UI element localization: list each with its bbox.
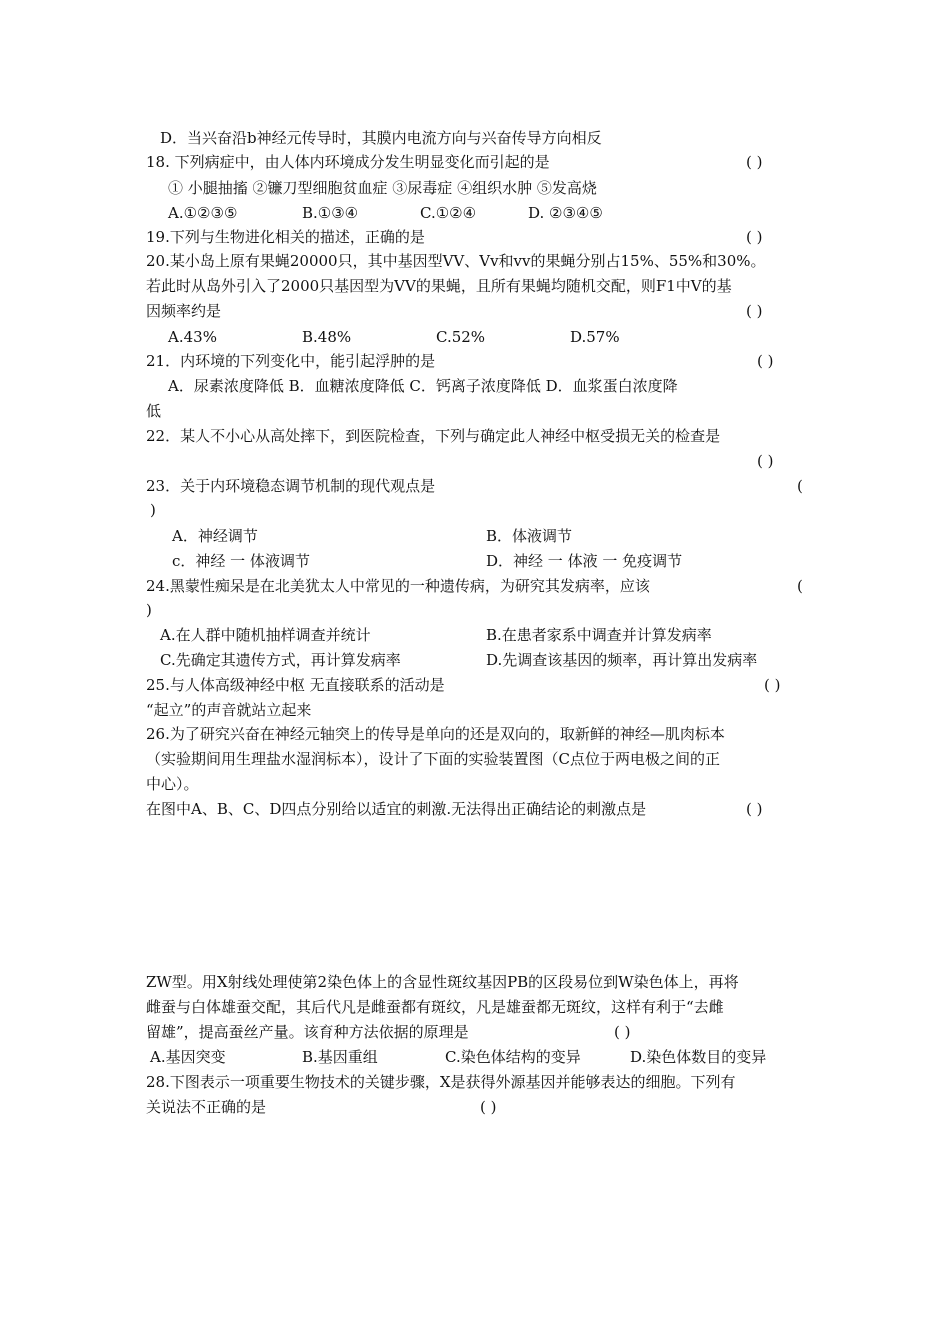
q23-paren-open: ( <box>797 477 803 495</box>
q25-answer-paren: ( ) <box>764 676 781 694</box>
q26-line-3: 中心）。 <box>146 775 199 793</box>
q18-option-a: A.①②③⑤ <box>168 204 238 222</box>
q24-option-a: A.在人群中随机抽样调查并统计 <box>160 626 371 644</box>
q17-option-d: D．当兴奋沿b神经元传导时，其膜内电流方向与兴奋传导方向相反 <box>160 129 602 147</box>
q28-line-2: 关说法不正确的是 <box>146 1098 267 1116</box>
q18-option-b: B.①③④ <box>302 204 359 222</box>
q27-option-b: B.基因重组 <box>302 1048 378 1066</box>
q20-line-3: 因频率约是 <box>146 302 222 320</box>
q24-option-c: C.先确定其遗传方式，再计算发病率 <box>160 651 401 669</box>
q28-line-1: 28.下图表示一项重要生物技术的关键步骤，X是获得外源基因并能够表达的细胞。下列有 <box>146 1073 736 1091</box>
q20-option-c: C.52% <box>436 328 486 346</box>
q27-option-c: C.染色体结构的变异 <box>445 1048 581 1066</box>
q23-option-b: B．体液调节 <box>486 527 573 545</box>
q19-stem: 19.下列与生物进化相关的描述，正确的是 <box>146 228 425 246</box>
q27-option-d: D.染色体数目的变异 <box>630 1048 767 1066</box>
q20-answer-paren: ( ) <box>746 302 763 320</box>
q20-line-1: 20.某小岛上原有果蝇20000只，其中基因型VV、Vv和vv的果蝇分别占15%、55%和30%。 <box>146 252 766 270</box>
q24-paren-open: ( <box>797 577 803 595</box>
q24-option-d: D.先调查该基因的频率，再计算出发病率 <box>486 651 758 669</box>
q23-paren-close: ) <box>150 501 156 519</box>
q27-option-a: A.基因突变 <box>150 1048 226 1066</box>
q20-option-a: A.43% <box>168 328 217 346</box>
q27-line-2: 雌蚕与白体雄蚕交配，其后代凡是雌蚕都有斑纹，凡是雄蚕都无斑纹，这样有利于“去雌 <box>146 998 724 1016</box>
q25-stem: 25.与人体高级神经中枢 无直接联系的活动是 <box>146 676 445 694</box>
q20-line-2: 若此时从岛外引入了2000只基因型为VV的果蝇，且所有果蝇均随机交配，则F1中V的基 <box>146 277 732 295</box>
q18-option-d: D. ②③④⑤ <box>528 204 603 222</box>
q23-stem: 23．关于内环境稳态调节机制的现代观点是 <box>146 477 436 495</box>
q26-answer-paren: ( ) <box>746 800 763 818</box>
q27-answer-paren: ( ) <box>614 1023 631 1041</box>
q18-items: ① 小腿抽搐 ②镰刀型细胞贫血症 ③尿毒症 ④组织水肿 ⑤发高烧 <box>168 179 597 197</box>
q23-option-d: D．神经 一 体液 一 免疫调节 <box>486 552 683 570</box>
q23-option-c: c．神经 一 体液调节 <box>172 552 310 570</box>
q18-answer-paren: ( ) <box>746 153 763 171</box>
q26-line-4: 在图中A、B、C、D四点分别给以适宜的刺激.无法得出正确结论的刺激点是 <box>146 800 647 818</box>
q26-line-2: （实验期间用生理盐水湿润标本），设计了下面的实验装置图（C点位于两电极之间的正 <box>146 750 720 768</box>
q21-stem: 21．内环境的下列变化中，能引起浮肿的是 <box>146 352 436 370</box>
q24-stem: 24.黑蒙性痴呆是在北美犹太人中常见的一种遗传病，为研究其发病率，应该 <box>146 577 650 595</box>
q28-answer-paren: ( ) <box>480 1098 497 1116</box>
q20-option-d: D.57% <box>570 328 620 346</box>
q27-line-3: 留雄”，提高蚕丝产量。该育种方法依据的原理是 <box>146 1023 469 1041</box>
q18-option-c: C.①②④ <box>420 204 477 222</box>
q23-option-a: A．神经调节 <box>172 527 258 545</box>
q27-line-1: ZW型。用X射线处理使第2染色体上的含显性斑纹基因PB的区段易位到W染色体上，再将 <box>146 973 739 991</box>
q22-stem: 22．某人不小心从高处摔下，到医院检查，下列与确定此人神经中枢受损无关的检查是 <box>146 427 721 445</box>
q21-options: A．尿素浓度降低 B．血糖浓度降低 C．钙离子浓度降低 D．血浆蛋白浓度降 <box>168 377 678 395</box>
q20-option-b: B.48% <box>302 328 352 346</box>
q21-options-wrap: 低 <box>146 402 162 420</box>
q18-stem: 18. 下列病症中，由人体内环境成分发生明显变化而引起的是 <box>146 153 550 171</box>
q26-line-1: 26.为了研究兴奋在神经元轴突上的传导是单向的还是双向的，取新鲜的神经—肌肉标本 <box>146 725 725 743</box>
q21-answer-paren: ( ) <box>757 352 774 370</box>
q22-answer-paren: ( ) <box>757 452 774 470</box>
q24-paren-close: ) <box>146 601 152 619</box>
q19-answer-paren: ( ) <box>746 228 763 246</box>
q24-option-b: B.在患者家系中调查并计算发病率 <box>486 626 712 644</box>
q25-fragment: “起立”的声音就站立起来 <box>146 701 312 719</box>
